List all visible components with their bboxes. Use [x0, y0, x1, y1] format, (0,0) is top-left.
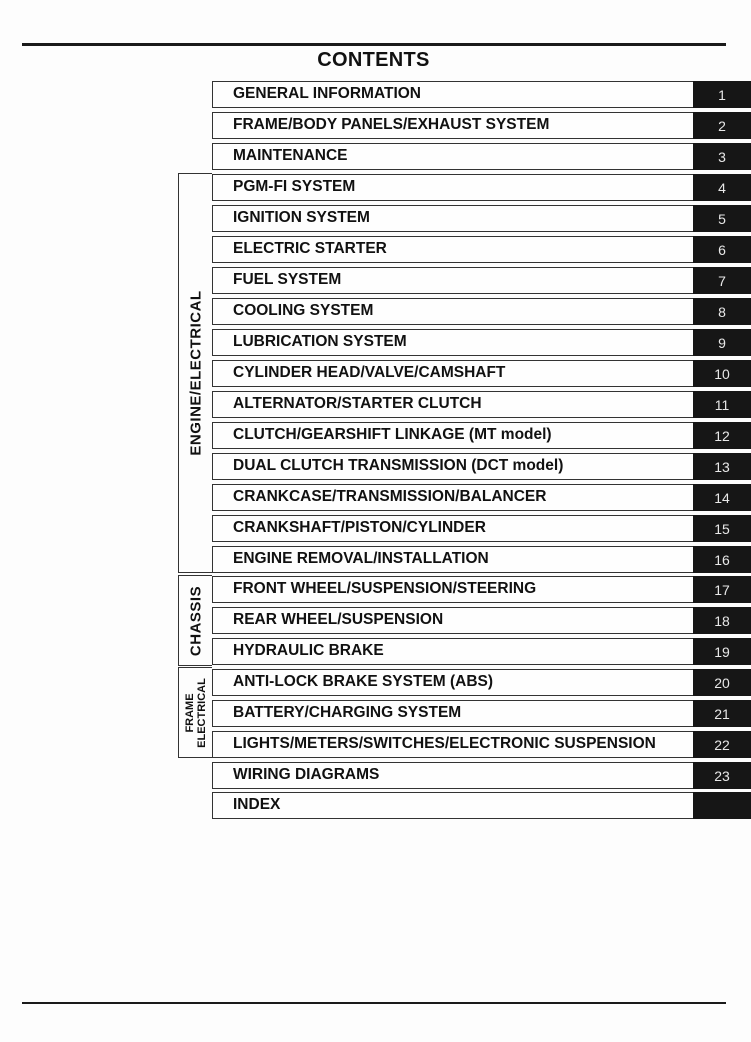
group-label-line-2: ELECTRICAL	[195, 677, 208, 748]
section-number: 11	[714, 397, 730, 413]
section-row-7[interactable]	[212, 267, 751, 294]
section-label: LIGHTS/METERS/SWITCHES/ELECTRONIC SUSPENSION	[233, 735, 656, 752]
section-label: CRANKCASE/TRANSMISSION/BALANCER	[233, 488, 547, 505]
section-tab[interactable]	[693, 484, 751, 511]
group-label-line-1: FRAME	[183, 692, 196, 733]
row-box	[212, 792, 694, 819]
section-tab[interactable]	[693, 391, 751, 418]
section-row-1[interactable]	[212, 81, 751, 108]
section-row-11[interactable]	[212, 391, 751, 418]
section-number: 5	[718, 211, 726, 227]
section-number: 21	[714, 706, 730, 722]
section-tab[interactable]	[693, 607, 751, 634]
section-label: ALTERNATOR/STARTER CLUTCH	[233, 395, 482, 412]
section-row-23[interactable]	[212, 762, 751, 789]
section-row-13[interactable]	[212, 453, 751, 480]
section-tab[interactable]	[693, 762, 751, 789]
section-tab[interactable]	[693, 360, 751, 387]
section-number: 9	[718, 335, 726, 351]
section-label: HYDRAULIC BRAKE	[233, 642, 384, 659]
section-number: 15	[714, 521, 730, 537]
section-row-2[interactable]	[212, 112, 751, 139]
section-number: 2	[718, 118, 726, 134]
section-row-21[interactable]	[212, 700, 751, 727]
section-number: 4	[718, 180, 726, 196]
section-label: BATTERY/CHARGING SYSTEM	[233, 704, 462, 721]
section-tab[interactable]	[693, 267, 751, 294]
section-label: MAINTENANCE	[233, 147, 348, 164]
bottom-rule	[22, 1002, 726, 1004]
section-tab[interactable]	[693, 329, 751, 356]
section-number: 8	[718, 304, 726, 320]
section-label: WIRING DIAGRAMS	[233, 766, 380, 783]
section-row-17[interactable]	[212, 576, 751, 603]
group-frame-electrical	[178, 667, 212, 758]
section-tab[interactable]	[693, 546, 751, 573]
section-row-12[interactable]	[212, 422, 751, 449]
page-title: CONTENTS	[317, 49, 430, 71]
group-engine-electrical	[178, 173, 212, 573]
section-tab[interactable]	[693, 422, 751, 449]
section-label: CYLINDER HEAD/VALVE/CAMSHAFT	[233, 364, 506, 381]
section-row-6[interactable]	[212, 236, 751, 263]
section-number: 6	[718, 242, 726, 258]
section-label: LUBRICATION SYSTEM	[233, 333, 407, 350]
top-rule	[22, 43, 726, 46]
section-tab[interactable]	[693, 700, 751, 727]
section-number: 19	[714, 644, 730, 660]
section-label: FRONT WHEEL/SUSPENSION/STEERING	[233, 580, 537, 597]
section-number: 13	[714, 459, 730, 475]
section-tab[interactable]	[693, 81, 751, 108]
section-row-5[interactable]	[212, 205, 751, 232]
section-row-10[interactable]	[212, 360, 751, 387]
section-row-16[interactable]	[212, 546, 751, 573]
section-number: 3	[718, 149, 726, 165]
section-label: FRAME/BODY PANELS/EXHAUST SYSTEM	[233, 116, 550, 133]
section-row-index[interactable]	[212, 792, 751, 819]
section-row-3[interactable]	[212, 143, 751, 170]
section-tab[interactable]	[693, 792, 751, 819]
section-row-14[interactable]	[212, 484, 751, 511]
section-tab[interactable]	[693, 174, 751, 201]
section-tab[interactable]	[693, 731, 751, 758]
section-label: DUAL CLUTCH TRANSMISSION (DCT model)	[233, 457, 564, 474]
section-label: INDEX	[233, 796, 281, 813]
section-tab[interactable]	[693, 298, 751, 325]
section-row-20[interactable]	[212, 669, 751, 696]
section-number: 22	[714, 737, 730, 753]
section-row-9[interactable]	[212, 329, 751, 356]
section-row-4[interactable]	[212, 174, 751, 201]
group-label-chassis: CHASSIS	[187, 585, 204, 656]
section-label: CRANKSHAFT/PISTON/CYLINDER	[233, 519, 486, 536]
section-row-19[interactable]	[212, 638, 751, 665]
section-label: REAR WHEEL/SUSPENSION	[233, 611, 444, 628]
section-row-18[interactable]	[212, 607, 751, 634]
section-number: 14	[714, 490, 730, 506]
section-tab[interactable]	[693, 112, 751, 139]
section-tab[interactable]	[693, 669, 751, 696]
section-label: ENGINE REMOVAL/INSTALLATION	[233, 550, 489, 567]
section-row-22[interactable]	[212, 731, 751, 758]
section-row-8[interactable]	[212, 298, 751, 325]
section-label: ANTI-LOCK BRAKE SYSTEM (ABS)	[233, 673, 494, 690]
section-tab[interactable]	[693, 515, 751, 542]
section-label: FUEL SYSTEM	[233, 271, 342, 288]
section-label: CLUTCH/GEARSHIFT LINKAGE (MT model)	[233, 426, 552, 443]
section-row-15[interactable]	[212, 515, 751, 542]
section-number: 16	[714, 552, 730, 568]
section-number: 20	[714, 675, 730, 691]
section-tab[interactable]	[693, 143, 751, 170]
section-number: 23	[714, 768, 730, 784]
section-tab[interactable]	[693, 453, 751, 480]
section-tab[interactable]	[693, 236, 751, 263]
section-label: ELECTRIC STARTER	[233, 240, 387, 257]
section-number: 17	[714, 582, 730, 598]
section-number: 7	[718, 273, 726, 289]
section-label: COOLING SYSTEM	[233, 302, 374, 319]
group-chassis	[178, 575, 212, 666]
section-number: 12	[714, 428, 730, 444]
group-label-engine-electrical: ENGINE/ELECTRICAL	[187, 290, 204, 456]
section-tab[interactable]	[693, 638, 751, 665]
section-label: GENERAL INFORMATION	[233, 85, 422, 102]
section-number: 10	[714, 366, 730, 382]
section-label: IGNITION SYSTEM	[233, 209, 370, 226]
section-label: PGM-FI SYSTEM	[233, 178, 356, 195]
section-tab[interactable]	[693, 576, 751, 603]
section-tab[interactable]	[693, 205, 751, 232]
section-number: 18	[714, 613, 730, 629]
group-label-frame-electrical	[184, 678, 208, 748]
section-number: 1	[718, 87, 726, 103]
